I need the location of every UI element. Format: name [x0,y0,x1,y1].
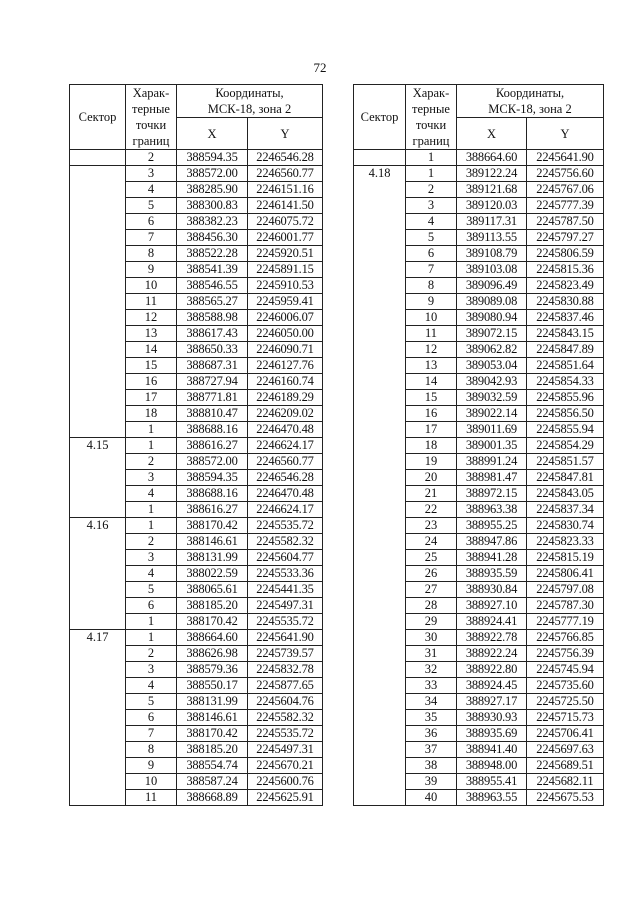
point-number-cell: 3 [126,550,177,566]
point-number-cell: 31 [406,646,457,662]
header-coordinates-line1: Координаты, [495,86,565,100]
y-coordinate-cell: 2246189.29 [248,390,323,406]
sector-cell [70,166,126,438]
y-coordinate-cell: 2245766.85 [527,630,604,646]
y-coordinate-cell: 2245670.21 [248,758,323,774]
y-coordinate-cell: 2246151.16 [248,182,323,198]
point-number-cell: 4 [406,214,457,230]
point-number-cell: 1 [126,614,177,630]
point-number-cell: 20 [406,470,457,486]
point-number-cell: 11 [126,790,177,806]
point-number-cell: 8 [406,278,457,294]
point-number-cell: 1 [126,518,177,534]
y-coordinate-cell: 2245689.51 [527,758,604,774]
header-points-line3: точки [135,118,167,132]
y-coordinate-cell: 2245582.32 [248,710,323,726]
header-coordinates-line2: МСК-18, зона 2 [488,102,572,116]
point-number-cell: 1 [126,502,177,518]
sector-cell: 4.16 [70,518,126,630]
y-coordinate-cell: 2246470.48 [248,486,323,502]
y-coordinate-cell: 2245600.76 [248,774,323,790]
x-coordinate-cell: 388579.36 [177,662,248,678]
header-coordinates-line2: МСК-18, зона 2 [207,102,292,116]
point-number-cell: 30 [406,630,457,646]
x-coordinate-cell: 389089.08 [457,294,527,310]
y-coordinate-cell: 2245837.34 [527,502,604,518]
x-coordinate-cell: 388727.94 [177,374,248,390]
x-coordinate-cell: 388616.27 [177,438,248,454]
x-coordinate-cell: 388131.99 [177,694,248,710]
y-coordinate-cell: 2245843.05 [527,486,604,502]
x-coordinate-cell: 389103.08 [457,262,527,278]
x-coordinate-cell: 388668.89 [177,790,248,806]
point-number-cell: 13 [126,326,177,342]
x-coordinate-cell: 389042.93 [457,374,527,390]
x-coordinate-cell: 388972.15 [457,486,527,502]
x-coordinate-cell: 388935.69 [457,726,527,742]
point-number-cell: 11 [126,294,177,310]
x-coordinate-cell: 388185.20 [177,742,248,758]
x-coordinate-cell: 388927.10 [457,598,527,614]
point-number-cell: 18 [126,406,177,422]
x-coordinate-cell: 388382.23 [177,214,248,230]
x-coordinate-cell: 389053.04 [457,358,527,374]
y-coordinate-cell: 2246075.72 [248,214,323,230]
point-number-cell: 9 [126,262,177,278]
x-coordinate-cell: 388550.17 [177,678,248,694]
y-coordinate-cell: 2245837.46 [527,310,604,326]
point-number-cell: 8 [126,246,177,262]
x-coordinate-cell: 388541.39 [177,262,248,278]
x-coordinate-cell: 388572.00 [177,166,248,182]
y-coordinate-cell: 2246127.76 [248,358,323,374]
point-number-cell: 32 [406,662,457,678]
point-number-cell: 17 [126,390,177,406]
x-coordinate-cell: 389032.59 [457,390,527,406]
y-coordinate-cell: 2245497.31 [248,598,323,614]
header-points-line4: границ [132,134,170,148]
point-number-cell: 2 [126,454,177,470]
sector-cell: 4.15 [70,438,126,518]
point-number-cell: 10 [126,774,177,790]
x-coordinate-cell: 389120.03 [457,198,527,214]
point-number-cell: 29 [406,614,457,630]
point-number-cell: 14 [406,374,457,390]
y-coordinate-cell: 2245604.76 [248,694,323,710]
point-number-cell: 9 [126,758,177,774]
table-row [70,166,323,182]
y-coordinate-cell: 2245855.96 [527,390,604,406]
x-coordinate-cell: 388955.25 [457,518,527,534]
x-coordinate-cell: 388922.80 [457,662,527,678]
y-coordinate-cell: 2245739.57 [248,646,323,662]
y-coordinate-cell: 2246141.50 [248,198,323,214]
y-coordinate-cell: 2245535.72 [248,614,323,630]
x-coordinate-cell: 388285.90 [177,182,248,198]
point-number-cell: 6 [126,710,177,726]
x-coordinate-cell: 388688.16 [177,486,248,502]
sector-cell [70,150,126,166]
y-coordinate-cell: 2245815.36 [527,262,604,278]
x-coordinate-cell: 388650.33 [177,342,248,358]
y-coordinate-cell: 2245854.29 [527,438,604,454]
y-coordinate-cell: 2245851.64 [527,358,604,374]
x-coordinate-cell: 388170.42 [177,726,248,742]
y-coordinate-cell: 2246006.07 [248,310,323,326]
table-row [70,438,323,454]
y-coordinate-cell: 2245582.32 [248,534,323,550]
point-number-cell: 1 [406,150,457,166]
header-sector: Сектор [70,85,126,150]
point-number-cell: 2 [126,150,177,166]
point-number-cell: 1 [126,438,177,454]
x-coordinate-cell: 388948.00 [457,758,527,774]
point-number-cell: 26 [406,566,457,582]
header-y: Y [527,118,604,150]
point-number-cell: 10 [126,278,177,294]
x-coordinate-cell: 388771.81 [177,390,248,406]
x-coordinate-cell: 388664.60 [177,630,248,646]
point-number-cell: 40 [406,790,457,806]
x-coordinate-cell: 389072.15 [457,326,527,342]
y-coordinate-cell: 2245959.41 [248,294,323,310]
right-table-body [354,150,604,806]
x-coordinate-cell: 388930.84 [457,582,527,598]
x-coordinate-cell: 388941.40 [457,742,527,758]
x-coordinate-cell: 388594.35 [177,470,248,486]
header-x: X [457,118,527,150]
x-coordinate-cell: 388810.47 [177,406,248,422]
point-number-cell: 21 [406,486,457,502]
x-coordinate-cell: 389001.35 [457,438,527,454]
header-points-line4: границ [412,134,450,148]
y-coordinate-cell: 2246001.77 [248,230,323,246]
point-number-cell: 3 [126,166,177,182]
y-coordinate-cell: 2245823.49 [527,278,604,294]
y-coordinate-cell: 2245854.33 [527,374,604,390]
point-number-cell: 4 [126,486,177,502]
point-number-cell: 4 [126,566,177,582]
x-coordinate-cell: 388616.27 [177,502,248,518]
y-coordinate-cell: 2246546.28 [248,470,323,486]
page-number: 72 [313,60,327,75]
point-number-cell: 34 [406,694,457,710]
x-coordinate-cell: 388022.59 [177,566,248,582]
point-number-cell: 5 [406,230,457,246]
y-coordinate-cell: 2245806.59 [527,246,604,262]
x-coordinate-cell: 388594.35 [177,150,248,166]
y-coordinate-cell: 2245641.90 [248,630,323,646]
table-row [70,150,323,166]
x-coordinate-cell: 389022.14 [457,406,527,422]
x-coordinate-cell: 388572.00 [177,454,248,470]
y-coordinate-cell: 2246209.02 [248,406,323,422]
x-coordinate-cell: 388456.30 [177,230,248,246]
x-coordinate-cell: 388922.78 [457,630,527,646]
y-coordinate-cell: 2245891.15 [248,262,323,278]
left-table-body [70,150,323,806]
y-coordinate-cell: 2245715.73 [527,710,604,726]
point-number-cell: 7 [406,262,457,278]
y-coordinate-cell: 2245847.81 [527,470,604,486]
point-number-cell: 27 [406,582,457,598]
point-number-cell: 22 [406,502,457,518]
point-number-cell: 12 [126,310,177,326]
x-coordinate-cell: 389011.69 [457,422,527,438]
header-sector: Сектор [354,85,406,150]
point-number-cell: 2 [406,182,457,198]
header-x: X [177,118,248,150]
point-number-cell: 13 [406,358,457,374]
y-coordinate-cell: 2246090.71 [248,342,323,358]
point-number-cell: 3 [126,662,177,678]
point-number-cell: 5 [126,582,177,598]
x-coordinate-cell: 388922.24 [457,646,527,662]
y-coordinate-cell: 2245735.60 [527,678,604,694]
x-coordinate-cell: 388963.38 [457,502,527,518]
y-coordinate-cell: 2245756.60 [527,166,604,182]
x-coordinate-cell: 389113.55 [457,230,527,246]
y-coordinate-cell: 2245777.39 [527,198,604,214]
x-coordinate-cell: 388146.61 [177,534,248,550]
point-number-cell: 15 [126,358,177,374]
table-row [354,150,604,166]
y-coordinate-cell: 2245787.50 [527,214,604,230]
y-coordinate-cell: 2246560.77 [248,166,323,182]
point-number-cell: 8 [126,742,177,758]
x-coordinate-cell: 388664.60 [457,150,527,166]
x-coordinate-cell: 388522.28 [177,246,248,262]
y-coordinate-cell: 2245843.15 [527,326,604,342]
y-coordinate-cell: 2246546.28 [248,150,323,166]
y-coordinate-cell: 2245830.74 [527,518,604,534]
sector-cell: 4.17 [70,630,126,806]
x-coordinate-cell: 388963.55 [457,790,527,806]
point-number-cell: 11 [406,326,457,342]
y-coordinate-cell: 2245533.36 [248,566,323,582]
y-coordinate-cell: 2245767.06 [527,182,604,198]
x-coordinate-cell: 388300.83 [177,198,248,214]
y-coordinate-cell: 2246050.00 [248,326,323,342]
x-coordinate-cell: 388688.16 [177,422,248,438]
point-number-cell: 36 [406,726,457,742]
point-number-cell: 2 [126,646,177,662]
x-coordinate-cell: 388947.86 [457,534,527,550]
y-coordinate-cell: 2245535.72 [248,518,323,534]
x-coordinate-cell: 388924.41 [457,614,527,630]
header-points-line2: терные [132,102,170,116]
y-coordinate-cell: 2245832.78 [248,662,323,678]
x-coordinate-cell: 388588.98 [177,310,248,326]
point-number-cell: 5 [126,694,177,710]
x-coordinate-cell: 388546.55 [177,278,248,294]
x-coordinate-cell: 388185.20 [177,598,248,614]
point-number-cell: 4 [126,182,177,198]
x-coordinate-cell: 388565.27 [177,294,248,310]
header-points-line3: точки [415,118,447,132]
y-coordinate-cell: 2245682.11 [527,774,604,790]
header-points-line1: Харак- [412,86,450,100]
x-coordinate-cell: 388554.74 [177,758,248,774]
y-coordinate-cell: 2245756.39 [527,646,604,662]
y-coordinate-cell: 2245806.41 [527,566,604,582]
x-coordinate-cell: 388941.28 [457,550,527,566]
point-number-cell: 7 [126,230,177,246]
y-coordinate-cell: 2245706.41 [527,726,604,742]
y-coordinate-cell: 2245847.89 [527,342,604,358]
point-number-cell: 39 [406,774,457,790]
y-coordinate-cell: 2245641.90 [527,150,604,166]
y-coordinate-cell: 2246624.17 [248,502,323,518]
x-coordinate-cell: 388927.17 [457,694,527,710]
point-number-cell: 14 [126,342,177,358]
coordinates-table-right [353,84,604,806]
x-coordinate-cell: 388065.61 [177,582,248,598]
sector-cell [354,150,406,166]
y-coordinate-cell: 2245745.94 [527,662,604,678]
y-coordinate-cell: 2245725.50 [527,694,604,710]
point-number-cell: 17 [406,422,457,438]
point-number-cell: 25 [406,550,457,566]
point-number-cell: 23 [406,518,457,534]
y-coordinate-cell: 2245535.72 [248,726,323,742]
x-coordinate-cell: 388587.24 [177,774,248,790]
y-coordinate-cell: 2245823.33 [527,534,604,550]
point-number-cell: 15 [406,390,457,406]
x-coordinate-cell: 388131.99 [177,550,248,566]
x-coordinate-cell: 388991.24 [457,454,527,470]
y-coordinate-cell: 2245797.08 [527,582,604,598]
point-number-cell: 4 [126,678,177,694]
y-coordinate-cell: 2245604.77 [248,550,323,566]
coordinates-table-left [69,84,323,806]
y-coordinate-cell: 2245910.53 [248,278,323,294]
point-number-cell: 37 [406,742,457,758]
point-number-cell: 18 [406,438,457,454]
x-coordinate-cell: 389062.82 [457,342,527,358]
sector-cell: 4.18 [354,166,406,806]
point-number-cell: 10 [406,310,457,326]
point-number-cell: 3 [126,470,177,486]
x-coordinate-cell: 389121.68 [457,182,527,198]
y-coordinate-cell: 2245625.91 [248,790,323,806]
table-row [70,518,323,534]
point-number-cell: 38 [406,758,457,774]
y-coordinate-cell: 2245815.19 [527,550,604,566]
y-coordinate-cell: 2245777.19 [527,614,604,630]
point-number-cell: 6 [126,214,177,230]
x-coordinate-cell: 389096.49 [457,278,527,294]
y-coordinate-cell: 2246470.48 [248,422,323,438]
point-number-cell: 2 [126,534,177,550]
y-coordinate-cell: 2245856.50 [527,406,604,422]
point-number-cell: 12 [406,342,457,358]
point-number-cell: 1 [406,166,457,182]
point-number-cell: 24 [406,534,457,550]
y-coordinate-cell: 2245920.51 [248,246,323,262]
table-row [70,630,323,646]
header-coordinates-line1: Координаты, [215,86,284,100]
point-number-cell: 33 [406,678,457,694]
header-coordinates [457,85,604,118]
y-coordinate-cell: 2246160.74 [248,374,323,390]
header-y: Y [248,118,323,150]
point-number-cell: 16 [126,374,177,390]
x-coordinate-cell: 388935.59 [457,566,527,582]
header-points-line2: терные [412,102,450,116]
header-points [126,85,177,150]
header-points [406,85,457,150]
x-coordinate-cell: 388981.47 [457,470,527,486]
table-row [354,166,604,182]
y-coordinate-cell: 2245851.57 [527,454,604,470]
y-coordinate-cell: 2245697.63 [527,742,604,758]
header-coordinates [177,85,323,118]
x-coordinate-cell: 389122.24 [457,166,527,182]
header-points-line1: Харак- [132,86,170,100]
point-number-cell: 3 [406,198,457,214]
point-number-cell: 6 [126,598,177,614]
point-number-cell: 35 [406,710,457,726]
y-coordinate-cell: 2245497.31 [248,742,323,758]
x-coordinate-cell: 388146.61 [177,710,248,726]
point-number-cell: 1 [126,422,177,438]
x-coordinate-cell: 389080.94 [457,310,527,326]
y-coordinate-cell: 2245830.88 [527,294,604,310]
y-coordinate-cell: 2246560.77 [248,454,323,470]
point-number-cell: 7 [126,726,177,742]
x-coordinate-cell: 388626.98 [177,646,248,662]
y-coordinate-cell: 2245787.30 [527,598,604,614]
x-coordinate-cell: 388924.45 [457,678,527,694]
point-number-cell: 9 [406,294,457,310]
point-number-cell: 5 [126,198,177,214]
x-coordinate-cell: 389117.31 [457,214,527,230]
point-number-cell: 16 [406,406,457,422]
y-coordinate-cell: 2246624.17 [248,438,323,454]
x-coordinate-cell: 388687.31 [177,358,248,374]
y-coordinate-cell: 2245855.94 [527,422,604,438]
x-coordinate-cell: 388955.41 [457,774,527,790]
x-coordinate-cell: 389108.79 [457,246,527,262]
x-coordinate-cell: 388617.43 [177,326,248,342]
point-number-cell: 1 [126,630,177,646]
x-coordinate-cell: 388170.42 [177,614,248,630]
y-coordinate-cell: 2245675.53 [527,790,604,806]
x-coordinate-cell: 388170.42 [177,518,248,534]
y-coordinate-cell: 2245877.65 [248,678,323,694]
y-coordinate-cell: 2245441.35 [248,582,323,598]
point-number-cell: 6 [406,246,457,262]
x-coordinate-cell: 388930.93 [457,710,527,726]
point-number-cell: 28 [406,598,457,614]
y-coordinate-cell: 2245797.27 [527,230,604,246]
point-number-cell: 19 [406,454,457,470]
